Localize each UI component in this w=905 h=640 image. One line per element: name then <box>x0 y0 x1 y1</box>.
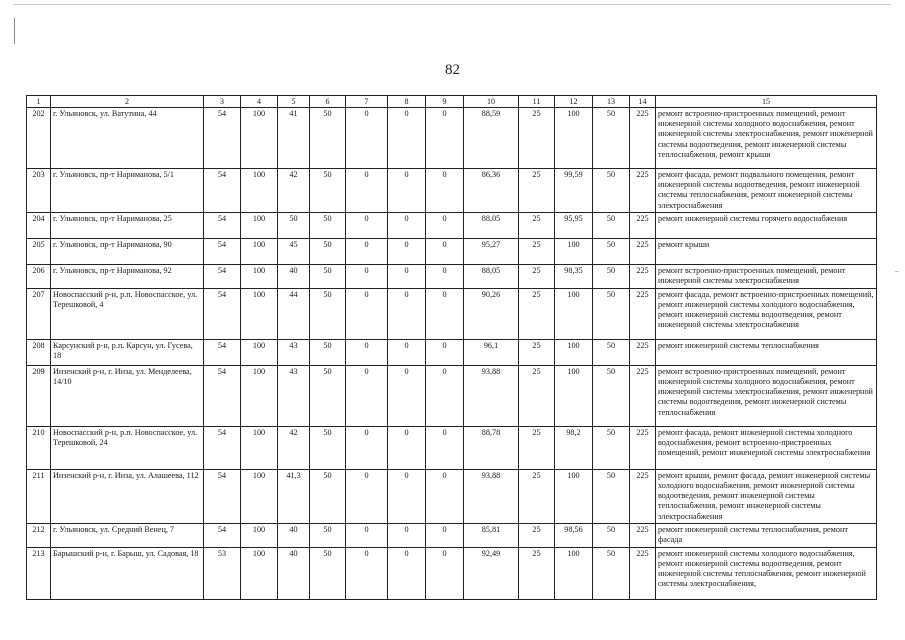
value-cell: 25 <box>519 288 555 339</box>
address-cell: г. Ульяновск, пр-т Нариманова, 5/1 <box>51 169 204 213</box>
col-header: 4 <box>241 96 278 108</box>
scan-top-border <box>14 4 891 5</box>
col-header: 13 <box>593 96 630 108</box>
value-cell: 0 <box>388 108 426 169</box>
value-cell: 54 <box>204 523 241 547</box>
value-cell: 225 <box>630 288 656 339</box>
value-cell: 100 <box>241 169 278 213</box>
value-cell: 54 <box>204 426 241 469</box>
value-cell: 100 <box>241 339 278 365</box>
table-row <box>27 365 877 426</box>
value-cell: 50 <box>310 264 346 288</box>
value-cell: 43 <box>278 365 310 426</box>
address-cell: г. Ульяновск, пр-т Нариманова, 90 <box>51 238 204 264</box>
value-cell: 0 <box>426 288 464 339</box>
value-cell: 50 <box>310 365 346 426</box>
value-cell: 40 <box>278 547 310 599</box>
value-cell: 0 <box>346 469 388 523</box>
row-number-cell: 209 <box>27 365 51 426</box>
buildings-table <box>26 95 877 600</box>
value-cell: 0 <box>346 264 388 288</box>
value-cell: 50 <box>593 523 630 547</box>
value-cell: 54 <box>204 288 241 339</box>
value-cell: 50 <box>310 238 346 264</box>
value-cell: 54 <box>204 469 241 523</box>
address-cell: г. Ульяновск, пр-т Нариманова, 25 <box>51 212 204 238</box>
value-cell: 0 <box>388 169 426 213</box>
value-cell: 0 <box>346 288 388 339</box>
value-cell: 50 <box>593 288 630 339</box>
value-cell: 25 <box>519 547 555 599</box>
value-cell: 41,3 <box>278 469 310 523</box>
value-cell: 50 <box>593 108 630 169</box>
value-cell: 0 <box>426 212 464 238</box>
col-header: 15 <box>656 96 877 108</box>
value-cell: 54 <box>204 264 241 288</box>
table-row <box>27 212 877 238</box>
value-cell: 100 <box>241 426 278 469</box>
value-cell: 0 <box>346 169 388 213</box>
table-row <box>27 169 877 213</box>
col-header: 11 <box>519 96 555 108</box>
works-cell: ремонт инженерной системы теплоснабжения, ремонт фасада <box>656 523 877 547</box>
address-cell: г. Ульяновск, пр-т Нариманова, 92 <box>51 264 204 288</box>
value-cell: 43 <box>278 339 310 365</box>
value-cell: 98,35 <box>555 264 593 288</box>
value-cell: 53 <box>204 547 241 599</box>
value-cell: 50 <box>310 212 346 238</box>
value-cell: 25 <box>519 212 555 238</box>
value-cell: 0 <box>388 264 426 288</box>
value-cell: 225 <box>630 469 656 523</box>
value-cell: 50 <box>310 169 346 213</box>
table-row <box>27 469 877 523</box>
value-cell: 100 <box>555 365 593 426</box>
value-cell: 50 <box>310 469 346 523</box>
value-cell: 100 <box>241 469 278 523</box>
page-number: 82 <box>445 62 460 78</box>
value-cell: 95,27 <box>464 238 519 264</box>
value-cell: 92,49 <box>464 547 519 599</box>
row-number-cell: 208 <box>27 339 51 365</box>
value-cell: 225 <box>630 108 656 169</box>
value-cell: 0 <box>388 212 426 238</box>
value-cell: 98,2 <box>555 426 593 469</box>
value-cell: 100 <box>555 339 593 365</box>
col-header: 2 <box>51 96 204 108</box>
address-cell: Новоспасский р-н, р.п. Новоспасское, ул. Терешковой, 24 <box>51 426 204 469</box>
value-cell: 98,56 <box>555 523 593 547</box>
value-cell: 50 <box>593 238 630 264</box>
row-number-cell: 210 <box>27 426 51 469</box>
works-cell: ремонт фасада, ремонт подвального помещения, ремонт инженерной системы водоотведения, ремонт инженерной системы теплоснабжения, ремонт инженерной системы электроснабжения <box>656 169 877 213</box>
value-cell: 50 <box>593 547 630 599</box>
header-row <box>27 96 877 108</box>
col-header: 6 <box>310 96 346 108</box>
address-cell: г. Ульяновск, ул. Средний Венец, 7 <box>51 523 204 547</box>
works-cell: ремонт инженерной системы теплоснабжения <box>656 339 877 365</box>
value-cell: 100 <box>241 264 278 288</box>
works-cell: ремонт встроенно-пристроенных помещений, ремонт инженерной системы холодного водоснабжения, ремонт инженерной системы электроснабжения, ремонт инженерной системы водоотведения, ремонт инженерной системы теплоснабжения, ремонт крыши <box>656 108 877 169</box>
value-cell: 50 <box>593 469 630 523</box>
address-cell: Барышский р-н, г. Барыш, ул. Садовая, 18 <box>51 547 204 599</box>
table-row <box>27 547 877 599</box>
value-cell: 0 <box>426 547 464 599</box>
col-header: 9 <box>426 96 464 108</box>
value-cell: 0 <box>346 426 388 469</box>
works-cell: ремонт фасада, ремонт инженерной системы холодного водоснабжения, ремонт встроенно-пристроенных помещений, ремонт инженерной системы электроснабжения <box>656 426 877 469</box>
table-row <box>27 523 877 547</box>
value-cell: 225 <box>630 365 656 426</box>
value-cell: 54 <box>204 169 241 213</box>
value-cell: 25 <box>519 426 555 469</box>
col-header: 3 <box>204 96 241 108</box>
value-cell: 100 <box>241 365 278 426</box>
address-cell: Инзенский р-н, г. Инза, ул. Менделеева, 14/10 <box>51 365 204 426</box>
value-cell: 85,81 <box>464 523 519 547</box>
value-cell: 44 <box>278 288 310 339</box>
value-cell: 225 <box>630 523 656 547</box>
works-cell: ремонт крыши, ремонт фасада, ремонт инженерной системы холодного водоснабжения, ремонт инженерной системы водоотведения, ремонт инженерной системы теплоснабжения, ремонт инженерной системы электроснабжения <box>656 469 877 523</box>
value-cell: 100 <box>555 288 593 339</box>
value-cell: 100 <box>241 547 278 599</box>
value-cell: 25 <box>519 339 555 365</box>
works-cell: ремонт фасада, ремонт встроенно-пристроенных помещений, ремонт инженерной системы холодного водоснабжения, ремонт инженерной системы водоотведения, ремонт инженерной системы электроснабжения <box>656 288 877 339</box>
value-cell: 25 <box>519 469 555 523</box>
row-number-cell: 212 <box>27 523 51 547</box>
value-cell: 0 <box>388 523 426 547</box>
value-cell: 0 <box>388 339 426 365</box>
value-cell: 0 <box>426 169 464 213</box>
value-cell: 88,05 <box>464 212 519 238</box>
row-number-cell: 211 <box>27 469 51 523</box>
value-cell: 0 <box>426 365 464 426</box>
value-cell: 0 <box>426 469 464 523</box>
value-cell: 100 <box>555 547 593 599</box>
value-cell: 225 <box>630 426 656 469</box>
value-cell: 42 <box>278 169 310 213</box>
table-row <box>27 426 877 469</box>
row-number-cell: 204 <box>27 212 51 238</box>
value-cell: 100 <box>241 212 278 238</box>
col-header: 7 <box>346 96 388 108</box>
value-cell: 100 <box>555 469 593 523</box>
col-header: 10 <box>464 96 519 108</box>
row-number-cell: 203 <box>27 169 51 213</box>
value-cell: 25 <box>519 365 555 426</box>
value-cell: 40 <box>278 264 310 288</box>
row-number-cell: 213 <box>27 547 51 599</box>
address-cell: г. Ульяновск, ул. Ватутина, 44 <box>51 108 204 169</box>
row-number-cell: 207 <box>27 288 51 339</box>
value-cell: 50 <box>593 212 630 238</box>
value-cell: 100 <box>555 108 593 169</box>
value-cell: 225 <box>630 238 656 264</box>
col-header: 14 <box>630 96 656 108</box>
value-cell: 0 <box>388 365 426 426</box>
table-row <box>27 264 877 288</box>
value-cell: 50 <box>310 108 346 169</box>
value-cell: 50 <box>593 339 630 365</box>
value-cell: 54 <box>204 108 241 169</box>
value-cell: 40 <box>278 523 310 547</box>
value-cell: 0 <box>346 339 388 365</box>
value-cell: 50 <box>310 339 346 365</box>
value-cell: 100 <box>241 238 278 264</box>
col-header: 8 <box>388 96 426 108</box>
value-cell: 0 <box>346 108 388 169</box>
row-number-cell: 205 <box>27 238 51 264</box>
value-cell: 50 <box>593 426 630 469</box>
value-cell: 93,88 <box>464 469 519 523</box>
value-cell: 225 <box>630 169 656 213</box>
value-cell: 54 <box>204 238 241 264</box>
value-cell: 25 <box>519 108 555 169</box>
value-cell: 88,59 <box>464 108 519 169</box>
value-cell: 0 <box>388 426 426 469</box>
address-cell: Новоспасский р-н, р.п. Новоспасское, ул. Терешковой, 4 <box>51 288 204 339</box>
value-cell: 0 <box>426 426 464 469</box>
value-cell: 0 <box>346 547 388 599</box>
works-cell: ремонт встроенно-пристроенных помещений, ремонт инженерной системы холодного водоснабжения, ремонт инженерной системы электроснабжения, ремонт инженерной системы водоотведения, ремонт инженерной системы теплоснабжения <box>656 365 877 426</box>
works-cell: ремонт инженерной системы холодного водоснабжения, ремонт инженерной системы водоотведения, ремонт инженерной системы теплоснабжения, ремонт инженерной системы электроснабжения, <box>656 547 877 599</box>
value-cell: 50 <box>310 426 346 469</box>
value-cell: 25 <box>519 523 555 547</box>
table-row <box>27 108 877 169</box>
value-cell: 0 <box>388 469 426 523</box>
col-header: 5 <box>278 96 310 108</box>
address-cell: Инзенский р-н, г. Инза, ул. Алашеева, 112 <box>51 469 204 523</box>
value-cell: 225 <box>630 339 656 365</box>
table-row <box>27 288 877 339</box>
value-cell: 225 <box>630 212 656 238</box>
value-cell: 50 <box>310 547 346 599</box>
value-cell: 42 <box>278 426 310 469</box>
value-cell: 0 <box>388 547 426 599</box>
value-cell: 0 <box>346 212 388 238</box>
value-cell: 88,05 <box>464 264 519 288</box>
table-row <box>27 339 877 365</box>
value-cell: 50 <box>310 288 346 339</box>
value-cell: 50 <box>310 523 346 547</box>
value-cell: 100 <box>241 108 278 169</box>
col-header: 1 <box>27 96 51 108</box>
value-cell: 225 <box>630 547 656 599</box>
row-number-cell: 202 <box>27 108 51 169</box>
value-cell: 0 <box>426 523 464 547</box>
value-cell: 50 <box>593 169 630 213</box>
value-cell: 90,26 <box>464 288 519 339</box>
table-row <box>27 238 877 264</box>
margin-mark: – <box>895 266 899 275</box>
value-cell: 100 <box>241 523 278 547</box>
value-cell: 100 <box>241 288 278 339</box>
value-cell: 0 <box>426 108 464 169</box>
value-cell: 45 <box>278 238 310 264</box>
value-cell: 0 <box>388 238 426 264</box>
value-cell: 0 <box>426 339 464 365</box>
col-header: 12 <box>555 96 593 108</box>
value-cell: 0 <box>346 523 388 547</box>
value-cell: 100 <box>555 238 593 264</box>
row-number-cell: 206 <box>27 264 51 288</box>
value-cell: 0 <box>388 288 426 339</box>
scan-left-mark <box>14 18 15 44</box>
value-cell: 95,95 <box>555 212 593 238</box>
value-cell: 0 <box>346 238 388 264</box>
value-cell: 86,36 <box>464 169 519 213</box>
value-cell: 25 <box>519 264 555 288</box>
value-cell: 50 <box>278 212 310 238</box>
value-cell: 225 <box>630 264 656 288</box>
value-cell: 54 <box>204 212 241 238</box>
value-cell: 99,59 <box>555 169 593 213</box>
value-cell: 0 <box>346 365 388 426</box>
value-cell: 0 <box>426 264 464 288</box>
value-cell: 25 <box>519 169 555 213</box>
works-cell: ремонт инженерной системы горячего водоснабжения <box>656 212 877 238</box>
value-cell: 54 <box>204 365 241 426</box>
works-cell: ремонт встроенно-пристроенных помещений, ремонт инженерной системы электроснабжения <box>656 264 877 288</box>
value-cell: 50 <box>593 264 630 288</box>
value-cell: 25 <box>519 238 555 264</box>
value-cell: 93,88 <box>464 365 519 426</box>
value-cell: 50 <box>593 365 630 426</box>
value-cell: 96,1 <box>464 339 519 365</box>
value-cell: 0 <box>426 238 464 264</box>
address-cell: Карсунский р-н, р.п. Карсун, ул. Гусева, 18 <box>51 339 204 365</box>
works-cell: ремонт крыши <box>656 238 877 264</box>
value-cell: 41 <box>278 108 310 169</box>
value-cell: 54 <box>204 339 241 365</box>
value-cell: 88,78 <box>464 426 519 469</box>
